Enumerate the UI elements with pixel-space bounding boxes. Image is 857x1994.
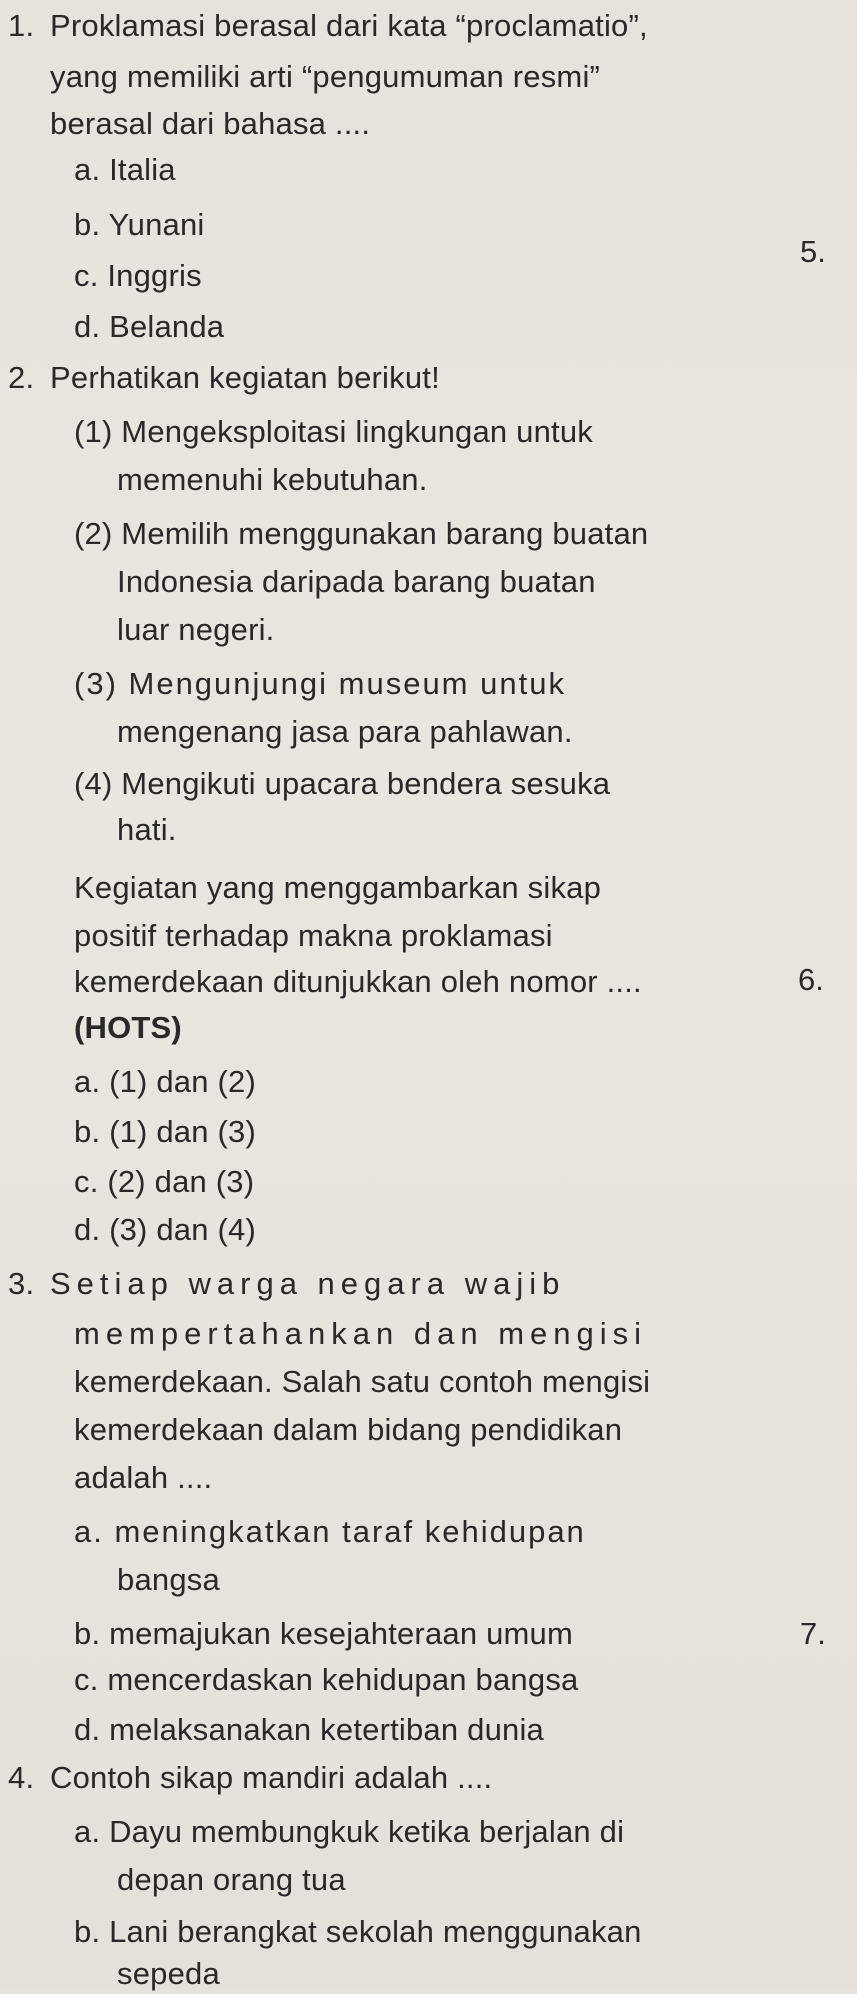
q1-line-3: berasal dari bahasa .... bbox=[50, 106, 371, 141]
q2-item-4-line-1: (4) Mengikuti upacara bendera sesuka bbox=[74, 766, 611, 801]
q4-title: Contoh sikap mandiri adalah .... bbox=[50, 1760, 493, 1795]
q4-option-b-line-1: b. Lani berangkat sekolah menggunakan bbox=[74, 1914, 642, 1949]
q1-option-c: c. Inggris bbox=[74, 258, 202, 293]
side-number-7: 7. bbox=[800, 1616, 826, 1651]
q1-number: 1. bbox=[8, 8, 35, 43]
q3-line-2: mempertahankan dan mengisi bbox=[74, 1316, 648, 1351]
q2-stem-line-1: Kegiatan yang menggambarkan sikap bbox=[74, 870, 602, 905]
q1-option-d: d. Belanda bbox=[74, 309, 225, 344]
q4-number: 4. bbox=[8, 1760, 35, 1795]
side-number-5: 5. bbox=[800, 234, 826, 269]
q3-option-d: d. melaksanakan ketertiban dunia bbox=[74, 1712, 544, 1747]
q4-option-b-line-2: sepeda bbox=[117, 1956, 220, 1991]
q1-option-a: a. Italia bbox=[74, 152, 176, 187]
q2-item-2-line-1: (2) Memilih menggunakan barang buatan bbox=[74, 516, 649, 551]
q2-number: 2. bbox=[8, 360, 35, 395]
q3-line-4: kemerdekaan dalam bidang pendidikan bbox=[74, 1412, 623, 1447]
q2-title: Perhatikan kegiatan berikut! bbox=[50, 360, 440, 395]
q2-item-2-line-3: luar negeri. bbox=[117, 612, 275, 647]
q4-option-a-line-2: depan orang tua bbox=[117, 1862, 346, 1897]
q3-option-a-line-1: a. meningkatkan taraf kehidupan bbox=[74, 1514, 586, 1549]
q2-item-3-line-1: (3) Mengunjungi museum untuk bbox=[74, 666, 566, 701]
q4-option-a-line-1: a. Dayu membungkuk ketika berjalan di bbox=[74, 1814, 625, 1849]
q2-item-2-line-2: Indonesia daripada barang buatan bbox=[117, 564, 596, 599]
q2-hots-label: (HOTS) bbox=[74, 1010, 182, 1045]
side-number-6: 6. bbox=[798, 962, 824, 997]
q1-option-b: b. Yunani bbox=[74, 207, 205, 242]
q3-number: 3. bbox=[8, 1266, 35, 1301]
q1-line-1: Proklamasi berasal dari kata “proclamatio”, bbox=[50, 8, 648, 43]
q3-line-5: adalah .... bbox=[74, 1460, 213, 1495]
q3-option-b: b. memajukan kesejahteraan umum bbox=[74, 1616, 574, 1651]
q2-item-1-line-2: memenuhi kebutuhan. bbox=[117, 462, 428, 497]
q2-option-d: d. (3) dan (4) bbox=[74, 1212, 256, 1247]
q2-option-a: a. (1) dan (2) bbox=[74, 1064, 256, 1099]
q2-item-3-line-2: mengenang jasa para pahlawan. bbox=[117, 714, 573, 749]
q3-line-1: Setiap warga negara wajib bbox=[50, 1266, 566, 1301]
q2-stem-line-2: positif terhadap makna proklamasi bbox=[74, 918, 553, 953]
q1-line-2: yang memiliki arti “pengumuman resmi” bbox=[50, 59, 601, 94]
q2-option-c: c. (2) dan (3) bbox=[74, 1164, 255, 1199]
q3-option-c: c. mencerdaskan kehidupan bangsa bbox=[74, 1662, 579, 1697]
q2-item-1-line-1: (1) Mengeksploitasi lingkungan untuk bbox=[74, 414, 594, 449]
q3-option-a-line-2: bangsa bbox=[117, 1562, 220, 1597]
q2-stem-line-3: kemerdekaan ditunjukkan oleh nomor .... bbox=[74, 964, 642, 999]
q3-line-3: kemerdekaan. Salah satu contoh mengisi bbox=[74, 1364, 651, 1399]
q2-option-b: b. (1) dan (3) bbox=[74, 1114, 256, 1149]
q2-item-4-line-2: hati. bbox=[117, 812, 177, 847]
